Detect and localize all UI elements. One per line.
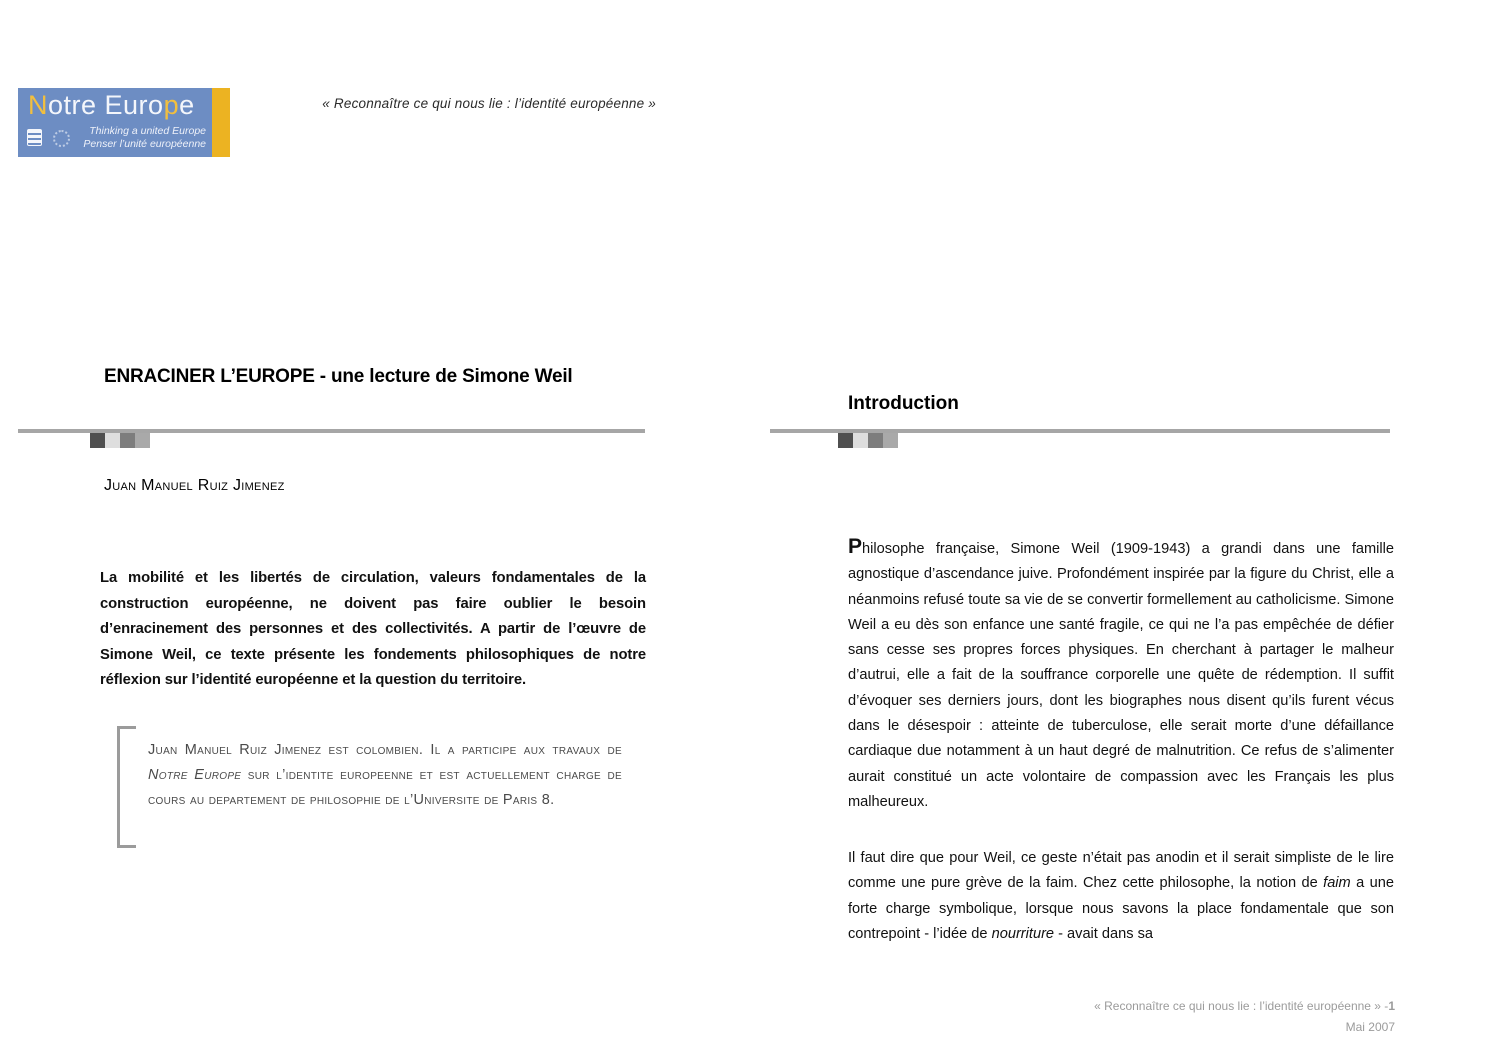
- document-lines-icon: [27, 129, 42, 146]
- logo-letter-p: p: [163, 90, 180, 120]
- paragraph2-italic-nourriture: nourriture: [991, 925, 1055, 942]
- abstract-paragraph: La mobilité et les libertés de circulation, valeurs fondamentales de la construction européenne, ne doivent pas faire oublier le besoin d’enracinement des personnes et des collectivités. A partir de l’œuvre de Simone Weil, ce texte présente les fondements philosophiques de notre réflexion sur l’identité européenne et la question du territoire.: [100, 570, 646, 688]
- author-bio-block: [117, 720, 622, 813]
- decor-square: [120, 433, 135, 448]
- decor-square: [853, 433, 868, 448]
- paper-title: ENRACINER L’EUROPE - une lecture de Simone Weil: [104, 366, 573, 387]
- paragraph2-italic-faim: faim: [1323, 875, 1351, 892]
- decor-square: [838, 433, 853, 448]
- bio-seg2: sur l’identite europeenne et est actuellement charge de cours au departement de philosophie de l’Universite de Paris 8.: [148, 767, 622, 808]
- section-heading-introduction: Introduction: [848, 393, 959, 414]
- left-decorative-squares: [90, 433, 150, 448]
- decor-square: [135, 433, 150, 448]
- decor-square: [883, 433, 898, 448]
- author-name: Juan Manuel Ruiz Jimenez: [104, 477, 285, 494]
- logo-tagline-en: Thinking a united Europe: [89, 125, 206, 137]
- paragraph2-seg1: Il faut dire que pour Weil, ce geste n’était pas anodin et il serait simpliste de le lire comme une pure grève de la faim. Chez cette philosophe, la notion de: [848, 850, 1394, 892]
- eu-stars-circle-icon: [53, 130, 70, 147]
- bio-italic-notre-europe: Notre Europe: [148, 767, 242, 783]
- logo-taglines: [83, 125, 206, 150]
- notre-europe-logo: [18, 88, 230, 157]
- logo-brand-text: [28, 90, 208, 121]
- paragraph2-seg2: a une forte charge symbolique, lorsque nous savons la place fondamentale que son contrepoint - l’idée de: [848, 875, 1394, 942]
- bio-seg1: Juan Manuel Ruiz Jimenez est colombien. Il a participe aux travaux de: [148, 742, 622, 758]
- logo-letters-mid: otre Euro: [48, 90, 164, 120]
- header-quote: « Reconnaître ce qui nous lie : l’identité européenne »: [322, 96, 656, 111]
- bio-bracket-decoration: [117, 726, 136, 848]
- logo-tagline-fr: Penser l’unité européenne: [83, 137, 206, 150]
- logo-background: [18, 88, 212, 157]
- footer-page-number: 1: [1388, 999, 1395, 1013]
- body-paragraph-2: [848, 846, 1394, 947]
- author-bio-text: [148, 738, 622, 813]
- page-footer: [900, 996, 1395, 1038]
- right-decorative-squares: [838, 433, 898, 448]
- paragraph2-seg3: - avait dans sa: [1054, 925, 1154, 942]
- body-paragraph-1: [848, 534, 1394, 815]
- footer-quote-line: [900, 996, 1395, 1017]
- decor-square: [90, 433, 105, 448]
- logo-letter-e: e: [179, 90, 195, 120]
- paragraph-lead-cap: P: [848, 535, 863, 558]
- logo-letter-n: N: [28, 90, 48, 120]
- footer-quote: « Reconnaître ce qui nous lie : l’identité européenne » -: [1094, 999, 1389, 1013]
- footer-date: Mai 2007: [1345, 1020, 1395, 1034]
- decor-square: [105, 433, 120, 448]
- decor-square: [868, 433, 883, 448]
- paragraph1-text: hilosophe française, Simone Weil (1909-1943) a grandi dans une famille agnostique d’ascendance juive. Profondément inspirée par la figure du Christ, elle a néanmoins refusé toute sa vie de se convertir formellement au catholicisme. Simone Weil a eu dès son enfance une santé fragile, ce qui ne l’a pas empêchée de défier sans cesse ses propres forces physiques. En cherchant à partager le malheur d’autrui, elle a fait de la souffrance corporelle une quête de rédemption. Il suffit d’évoquer ses derniers jours, dont les biographes nous disent qu’ils furent vécus dans le désespoir : atteinte de tuberculose, elle serait morte d’une défaillance cardiaque due notamment à un haut degré de malnutrition. Ce refus de s’alimenter aurait constitué un acte volontaire de compassion avec les Français les plus malheureux.: [848, 541, 1394, 810]
